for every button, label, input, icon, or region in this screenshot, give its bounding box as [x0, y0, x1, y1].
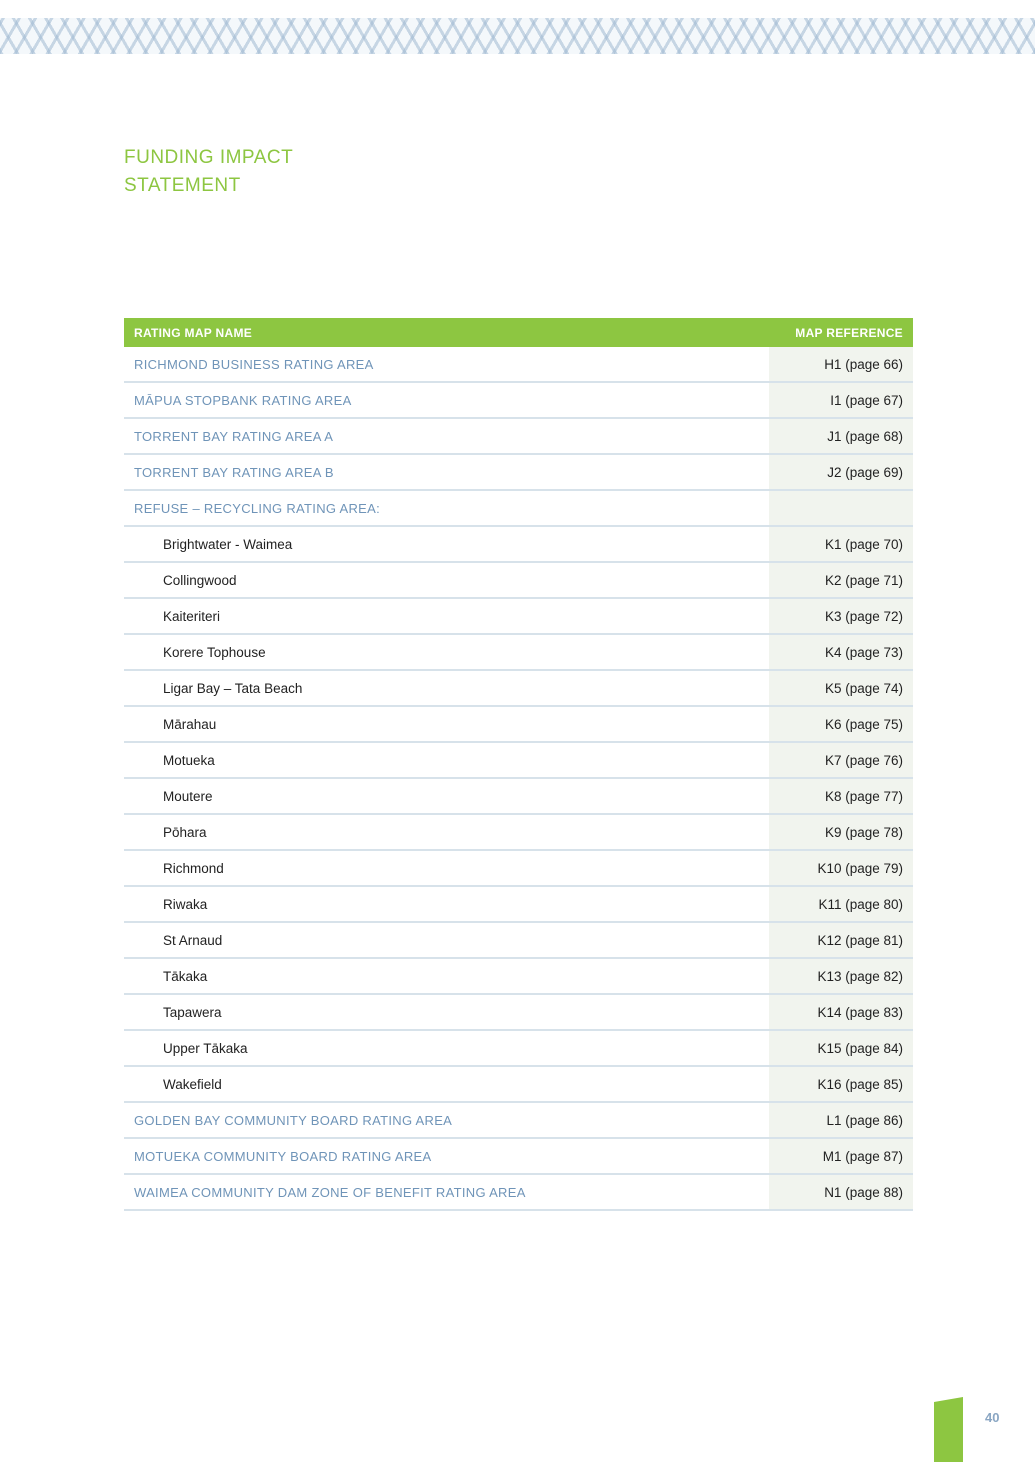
map-reference-cell: H1 (page 66): [769, 347, 913, 382]
table-row: [124, 742, 913, 778]
rating-map-table: [124, 318, 913, 1211]
map-reference-cell: K11 (page 80): [769, 886, 913, 922]
map-reference-cell: J2 (page 69): [769, 454, 913, 490]
rating-map-name-cell: MOTUEKA COMMUNITY BOARD RATING AREA: [124, 1138, 769, 1174]
table-row: [124, 958, 913, 994]
map-reference-cell: K7 (page 76): [769, 742, 913, 778]
rating-map-name-cell: MĀPUA STOPBANK RATING AREA: [124, 382, 769, 418]
map-reference-cell: K9 (page 78): [769, 814, 913, 850]
table-row: [124, 706, 913, 742]
rating-map-name-cell: Mārahau: [124, 706, 769, 742]
table-row: [124, 634, 913, 670]
map-reference-cell: K1 (page 70): [769, 526, 913, 562]
table-row: [124, 1174, 913, 1210]
map-reference-cell: L1 (page 86): [769, 1102, 913, 1138]
rating-map-name-cell: Upper Tākaka: [124, 1030, 769, 1066]
table-row: [124, 418, 913, 454]
table-row: [124, 850, 913, 886]
rating-map-name-cell: Motueka: [124, 742, 769, 778]
rating-map-name-cell: REFUSE – RECYCLING RATING AREA:: [124, 490, 769, 526]
map-reference-cell: I1 (page 67): [769, 382, 913, 418]
map-reference-cell: K2 (page 71): [769, 562, 913, 598]
rating-map-name-cell: RICHMOND BUSINESS RATING AREA: [124, 347, 769, 382]
map-reference-cell: N1 (page 88): [769, 1174, 913, 1210]
rating-map-name-cell: Brightwater - Waimea: [124, 526, 769, 562]
map-reference-cell: K8 (page 77): [769, 778, 913, 814]
rating-map-name-cell: TORRENT BAY RATING AREA B: [124, 454, 769, 490]
map-reference-cell: K15 (page 84): [769, 1030, 913, 1066]
rating-map-name-cell: Pōhara: [124, 814, 769, 850]
table-row: [124, 454, 913, 490]
rating-map-name-cell: Collingwood: [124, 562, 769, 598]
table-row: [124, 382, 913, 418]
map-reference-cell: K6 (page 75): [769, 706, 913, 742]
map-reference-cell: M1 (page 87): [769, 1138, 913, 1174]
table-row: [124, 1102, 913, 1138]
rating-map-name-cell: Wakefield: [124, 1066, 769, 1102]
rating-map-name-cell: Ligar Bay – Tata Beach: [124, 670, 769, 706]
map-reference-cell: K12 (page 81): [769, 922, 913, 958]
table-row: [124, 526, 913, 562]
map-reference-cell: K3 (page 72): [769, 598, 913, 634]
map-reference-cell: J1 (page 68): [769, 418, 913, 454]
rating-map-name-cell: Tapawera: [124, 994, 769, 1030]
table-body: [124, 347, 913, 1210]
column-header-rating-map-name: RATING MAP NAME: [124, 318, 769, 347]
table-row: [124, 994, 913, 1030]
table-row: [124, 886, 913, 922]
decorative-pattern-banner: [0, 18, 1035, 54]
table-row: [124, 1138, 913, 1174]
table-row: [124, 1066, 913, 1102]
table-row: [124, 1030, 913, 1066]
map-reference-cell: K5 (page 74): [769, 670, 913, 706]
rating-map-name-cell: Korere Tophouse: [124, 634, 769, 670]
rating-map-name-cell: TORRENT BAY RATING AREA A: [124, 418, 769, 454]
rating-map-name-cell: Kaiteriteri: [124, 598, 769, 634]
table-row: [124, 347, 913, 382]
rating-map-name-cell: GOLDEN BAY COMMUNITY BOARD RATING AREA: [124, 1102, 769, 1138]
table-header-row: [124, 318, 913, 347]
map-reference-cell: K16 (page 85): [769, 1066, 913, 1102]
rating-map-name-cell: Tākaka: [124, 958, 769, 994]
table-row: [124, 778, 913, 814]
column-header-map-reference: MAP REFERENCE: [769, 318, 913, 347]
page-number: 40: [985, 1410, 1000, 1425]
map-reference-cell: K10 (page 79): [769, 850, 913, 886]
map-reference-cell: [769, 490, 913, 526]
table-row: [124, 562, 913, 598]
section-title-line-1: FUNDING IMPACT: [124, 147, 294, 168]
map-reference-cell: K14 (page 83): [769, 994, 913, 1030]
rating-map-name-cell: St Arnaud: [124, 922, 769, 958]
table-row: [124, 490, 913, 526]
rating-map-name-cell: Moutere: [124, 778, 769, 814]
rating-map-name-cell: Riwaka: [124, 886, 769, 922]
table-row: [124, 598, 913, 634]
table-row: [124, 814, 913, 850]
rating-map-name-cell: Richmond: [124, 850, 769, 886]
table-row: [124, 670, 913, 706]
section-title: [124, 144, 293, 200]
page-tab-marker: [934, 1397, 963, 1462]
table-row: [124, 922, 913, 958]
section-title-line-2: STATEMENT: [124, 175, 241, 196]
map-reference-cell: K4 (page 73): [769, 634, 913, 670]
map-reference-cell: K13 (page 82): [769, 958, 913, 994]
rating-map-name-cell: WAIMEA COMMUNITY DAM ZONE OF BENEFIT RATING AREA: [124, 1174, 769, 1210]
